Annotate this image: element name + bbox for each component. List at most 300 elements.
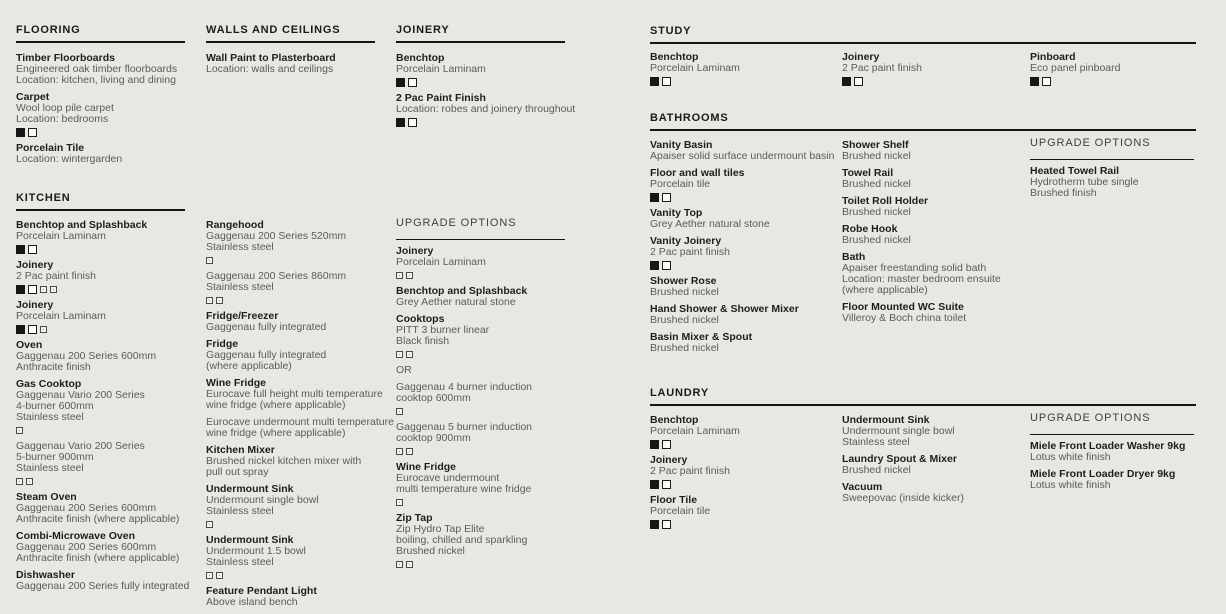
item-description-line: wine fridge (where applicable) (206, 399, 346, 411)
section-column-bathrooms-upgrade-options-1 (1030, 166, 1194, 205)
item-title: Floor Mounted WC Suite (842, 301, 964, 313)
item-title: Joinery (16, 299, 54, 311)
item-title: Joinery (396, 245, 434, 257)
section-column-study-1 (650, 52, 836, 92)
swatch-filled-icon (842, 77, 851, 86)
item-description-line: OR (396, 364, 412, 376)
swatch-filled-icon (16, 128, 25, 137)
item-description-line: Stainless steel (206, 241, 274, 253)
section-underline (396, 239, 565, 240)
swatch-small-icon (206, 257, 213, 264)
item-description-line: Porcelain Laminam (396, 256, 486, 268)
swatch-empty-icon (28, 325, 37, 334)
item-title: Joinery (16, 259, 54, 271)
swatch-row (396, 406, 568, 416)
item-title: 2 Pac Paint Finish (396, 92, 486, 104)
spec-item (206, 378, 390, 411)
item-description-line: Wool loop pile carpet (16, 102, 114, 114)
item-description-line: Location: bedrooms (16, 113, 109, 125)
item-description-line: cooktop 900mm (396, 432, 471, 444)
spec-item (206, 220, 390, 265)
item-description-line: Brushed nickel (842, 234, 911, 246)
spec-item (206, 484, 390, 529)
spec-item (650, 208, 836, 230)
swatch-row (16, 425, 196, 435)
section-title: FLOORING (16, 24, 81, 36)
item-description-line: Brushed nickel (842, 150, 911, 162)
spec-item (650, 304, 836, 326)
swatch-small-icon (16, 427, 23, 434)
item-description-line: Grey Aether natural stone (650, 218, 770, 230)
item-title: Bath (842, 251, 866, 263)
item-title: Gas Cooktop (16, 378, 82, 390)
swatch-empty-icon (662, 520, 671, 529)
spec-item (16, 300, 196, 334)
swatch-filled-icon (650, 261, 659, 270)
swatch-empty-icon (28, 128, 37, 137)
item-description-line: Lotus white finish (1030, 479, 1111, 491)
spec-item (206, 445, 390, 478)
swatch-empty-icon (854, 77, 863, 86)
swatch-empty-icon (1042, 77, 1051, 86)
section-header-bathrooms (650, 112, 1196, 131)
swatch-row (396, 559, 568, 569)
item-description-line: Stainless steel (206, 556, 274, 568)
swatch-row (650, 479, 836, 489)
item-description-line: 2 Pac paint finish (650, 465, 730, 477)
spec-item (396, 92, 576, 127)
swatch-small-icon (50, 286, 57, 293)
swatch-filled-icon (650, 520, 659, 529)
item-title: Wine Fridge (396, 461, 456, 473)
item-title: Vacuum (842, 481, 883, 493)
item-title: Combi-Microwave Oven (16, 530, 136, 542)
item-description-line: Lotus white finish (1030, 451, 1111, 463)
swatch-small-icon (406, 448, 413, 455)
swatch-row (650, 519, 836, 529)
item-description-line: Brushed nickel kitchen mixer with (206, 455, 362, 467)
section-header-kitchen-upgrade-options (396, 217, 565, 240)
spec-item (16, 492, 196, 525)
item-description-line: Location: master bedroom ensuite (842, 273, 1001, 285)
swatch-small-icon (40, 286, 47, 293)
item-description-line: Location: wintergarden (16, 153, 123, 165)
item-title: Undermount Sink (842, 414, 930, 426)
item-description-line: pull out spray (206, 466, 269, 478)
item-title: Hand Shower & Shower Mixer (650, 303, 799, 315)
item-description-line: Undermount single bowl (206, 494, 319, 506)
spec-item (206, 535, 390, 580)
spec-item (842, 252, 1028, 296)
section-header-laundry-upgrade-options (1030, 412, 1194, 435)
item-title: Wine Fridge (206, 377, 266, 389)
section-column-walls-and-ceilings-1 (206, 53, 390, 81)
spec-item (16, 340, 196, 373)
swatch-filled-icon (650, 440, 659, 449)
section-title: WALLS AND CEILINGS (206, 24, 341, 36)
item-description-line: Brushed nickel (650, 342, 719, 354)
item-description-line: Gaggenau fully integrated (206, 321, 327, 333)
item-description-line: Gaggenau 200 Series 600mm (16, 502, 157, 514)
item-title: Wall Paint to Plasterboard (206, 52, 336, 64)
item-description-line: Brushed nickel (650, 314, 719, 326)
item-description-line: Black finish (396, 335, 450, 347)
item-title: Toilet Roll Holder (842, 195, 929, 207)
spec-item (396, 513, 568, 569)
spec-item (16, 441, 196, 486)
item-description-line: Porcelain Laminam (16, 230, 106, 242)
item-description-line: (where applicable) (842, 284, 928, 296)
spec-item (842, 224, 1028, 246)
item-title: Vanity Joinery (650, 235, 722, 247)
swatch-small-icon (396, 561, 403, 568)
swatch-small-icon (26, 478, 33, 485)
item-description-line: Stainless steel (842, 436, 910, 448)
spec-item (206, 271, 390, 305)
item-title: Zip Tap (396, 512, 433, 524)
item-description-line: Location: kitchen, living and dining (16, 74, 176, 86)
section-underline (206, 41, 375, 43)
swatch-small-icon (396, 499, 403, 506)
item-description-line: 5-burner 900mm (16, 451, 94, 463)
item-description-line: 2 Pac paint finish (16, 270, 96, 282)
section-column-laundry-upgrade-options-1 (1030, 441, 1194, 497)
spec-item (650, 495, 836, 529)
section-title: STUDY (650, 25, 692, 37)
swatch-row (396, 117, 568, 127)
section-title: UPGRADE OPTIONS (396, 217, 517, 229)
item-description-line: Brushed nickel (650, 286, 719, 298)
item-description-line: Brushed nickel (842, 178, 911, 190)
spec-item (16, 379, 196, 435)
item-title: Timber Floorboards (16, 52, 115, 64)
swatch-small-icon (40, 326, 47, 333)
swatch-empty-icon (662, 77, 671, 86)
item-title: Carpet (16, 91, 50, 103)
spec-item (16, 531, 196, 564)
item-description-line: boiling, chilled and sparkling (396, 534, 528, 546)
item-title: Laundry Spout & Mixer (842, 453, 957, 465)
swatch-small-icon (406, 561, 413, 568)
swatch-small-icon (206, 521, 213, 528)
swatch-small-icon (206, 572, 213, 579)
swatch-filled-icon (16, 325, 25, 334)
item-description-line: Above island bench (206, 596, 298, 608)
section-column-laundry-1 (650, 415, 836, 535)
swatch-row (16, 244, 196, 254)
section-column-bathrooms-2 (842, 140, 1028, 330)
item-description-line: Stainless steel (206, 281, 274, 293)
swatch-filled-icon (650, 193, 659, 202)
item-description-line: Location: robes and joinery throughout (396, 103, 576, 115)
item-description-line: Porcelain tile (650, 178, 711, 190)
item-description-line: Gaggenau fully integrated (206, 349, 327, 361)
swatch-filled-icon (16, 245, 25, 254)
section-column-study-3 (1030, 52, 1194, 92)
section-column-kitchen-1 (16, 220, 196, 598)
swatch-small-icon (396, 272, 403, 279)
spec-item (396, 53, 568, 87)
spec-item (842, 168, 1028, 190)
item-description-line: Villeroy & Boch china toilet (842, 312, 967, 324)
spec-item (1030, 469, 1194, 491)
item-title: Miele Front Loader Dryer 9kg (1030, 468, 1176, 480)
item-title: Rangehood (206, 219, 264, 231)
section-column-kitchen-2 (206, 219, 394, 614)
swatch-row (396, 349, 568, 359)
swatch-empty-icon (662, 193, 671, 202)
section-underline (16, 209, 185, 211)
spec-item (16, 143, 196, 165)
item-description-line: Stainless steel (16, 411, 84, 423)
swatch-small-icon (216, 297, 223, 304)
item-description-line: Eurocave undermount (396, 472, 500, 484)
spec-item (16, 570, 196, 592)
spec-item (396, 286, 568, 308)
swatch-row (16, 284, 196, 294)
section-header-laundry (650, 387, 1196, 406)
item-title: Cooktops (396, 313, 445, 325)
swatch-row (842, 76, 1028, 86)
item-title: Porcelain Tile (16, 142, 85, 154)
swatch-row (206, 570, 390, 580)
item-title: Floor and wall tiles (650, 167, 745, 179)
spec-item (16, 260, 196, 294)
item-title: Vanity Top (650, 207, 703, 219)
section-column-flooring-1 (16, 53, 196, 171)
spec-item (842, 482, 1028, 504)
item-title: Joinery (650, 454, 688, 466)
swatch-empty-icon (408, 118, 417, 127)
swatch-small-icon (396, 351, 403, 358)
section-header-bathrooms-upgrade-options (1030, 137, 1194, 160)
swatch-small-icon (216, 572, 223, 579)
section-title: UPGRADE OPTIONS (1030, 412, 1151, 424)
spec-item (842, 415, 1028, 448)
item-description-line: Undermount 1.5 bowl (206, 545, 306, 557)
item-description-line: 2 Pac paint finish (650, 246, 730, 258)
item-description-line: multi temperature wine fridge (396, 483, 532, 495)
section-column-bathrooms-1 (650, 140, 836, 360)
item-description-line: Gaggenau 5 burner induction (396, 421, 533, 433)
item-description-line: 2 Pac paint finish (842, 62, 922, 74)
swatch-filled-icon (650, 77, 659, 86)
swatch-row (206, 519, 390, 529)
item-description-line: Gaggenau Vario 200 Series (16, 440, 145, 452)
spec-item (650, 415, 836, 449)
swatch-empty-icon (662, 261, 671, 270)
item-title: Joinery (842, 51, 880, 63)
section-header-kitchen (16, 192, 185, 211)
section-underline (1030, 159, 1194, 160)
swatch-filled-icon (650, 480, 659, 489)
swatch-filled-icon (396, 118, 405, 127)
item-description-line: Eurocave undermount multi temperature (206, 416, 394, 428)
section-column-laundry-2 (842, 415, 1028, 510)
item-title: Benchtop and Splashback (396, 285, 528, 297)
swatch-row (206, 295, 390, 305)
spec-item (1030, 52, 1194, 86)
item-description-line: Anthracite finish (where applicable) (16, 552, 180, 564)
spec-item (842, 302, 1028, 324)
section-header-joinery (396, 24, 565, 43)
item-description-line: Anthracite finish (16, 361, 91, 373)
swatch-filled-icon (16, 285, 25, 294)
section-underline (1030, 434, 1194, 435)
swatch-small-icon (16, 478, 23, 485)
spec-item (206, 416, 394, 439)
item-title: Kitchen Mixer (206, 444, 275, 456)
item-title: Shower Rose (650, 275, 717, 287)
item-description-line: Gaggenau 200 Series 600mm (16, 541, 157, 553)
item-title: Benchtop (396, 52, 445, 64)
swatch-row (650, 260, 836, 270)
item-description-line: Stainless steel (16, 462, 84, 474)
item-description-line: Porcelain Laminam (650, 62, 740, 74)
swatch-empty-icon (28, 245, 37, 254)
spec-item (650, 52, 836, 86)
item-title: Basin Mixer & Spout (650, 331, 753, 343)
spec-item (396, 314, 568, 359)
item-title: Benchtop (650, 51, 699, 63)
spec-item (206, 311, 390, 333)
item-title: Shower Shelf (842, 139, 909, 151)
item-description-line: Porcelain tile (650, 505, 711, 517)
spec-item (650, 276, 836, 298)
spec-item (396, 382, 568, 416)
item-description-line: Brushed nickel (842, 206, 911, 218)
spec-item (206, 53, 390, 75)
swatch-small-icon (406, 272, 413, 279)
item-title: Benchtop and Splashback (16, 219, 148, 231)
item-description-line: Eco panel pinboard (1030, 62, 1121, 74)
swatch-row (650, 439, 836, 449)
spec-item (16, 220, 196, 254)
item-title: Fridge (206, 338, 239, 350)
item-title: Steam Oven (16, 491, 77, 503)
item-description-line: Zip Hydro Tap Elite (396, 523, 485, 535)
swatch-row (650, 192, 836, 202)
section-title: JOINERY (396, 24, 450, 36)
item-title: Fridge/Freezer (206, 310, 279, 322)
swatch-row (206, 255, 390, 265)
spec-item (1030, 166, 1194, 199)
item-title: Heated Towel Rail (1030, 165, 1120, 177)
swatch-filled-icon (396, 78, 405, 87)
item-description-line: Apaiser freestanding solid bath (842, 262, 987, 274)
swatch-empty-icon (662, 480, 671, 489)
spec-item (16, 92, 196, 137)
item-title: Undermount Sink (206, 534, 294, 546)
item-description-line: Eurocave full height multi temperature (206, 388, 383, 400)
item-description-line: Porcelain Laminam (650, 425, 740, 437)
item-title: Towel Rail (842, 167, 894, 179)
swatch-small-icon (406, 351, 413, 358)
swatch-small-icon (396, 408, 403, 415)
item-description-line: (where applicable) (206, 360, 292, 372)
section-header-study (650, 25, 1196, 44)
spec-item (16, 53, 196, 86)
swatch-row (1030, 76, 1194, 86)
section-underline (650, 404, 1196, 406)
spec-item (842, 140, 1028, 162)
spec-item (396, 462, 568, 507)
item-description-line: Brushed nickel (842, 464, 911, 476)
spec-item (396, 246, 568, 280)
swatch-row (396, 446, 568, 456)
section-title: BATHROOMS (650, 112, 729, 124)
swatch-empty-icon (28, 285, 37, 294)
item-title: Miele Front Loader Washer 9kg (1030, 440, 1186, 452)
item-description-line: Gaggenau Vario 200 Series (16, 389, 145, 401)
swatch-row (396, 77, 568, 87)
section-header-walls-and-ceilings (206, 24, 375, 43)
item-description-line: Brushed nickel (396, 545, 465, 557)
spec-item (396, 365, 568, 376)
item-description-line: PITT 3 burner linear (396, 324, 490, 336)
item-description-line: Gaggenau 200 Series 860mm (206, 270, 347, 282)
section-underline (396, 41, 565, 43)
section-title: UPGRADE OPTIONS (1030, 137, 1151, 149)
item-title: Feature Pendant Light (206, 585, 317, 597)
swatch-empty-icon (662, 440, 671, 449)
item-title: Oven (16, 339, 43, 351)
swatch-small-icon (206, 297, 213, 304)
item-description-line: Apaiser solid surface undermount basin (650, 150, 835, 162)
section-column-joinery-1 (396, 52, 576, 133)
item-description-line: Porcelain Laminam (16, 310, 106, 322)
item-title: Robe Hook (842, 223, 898, 235)
spec-item (650, 140, 836, 162)
swatch-row (396, 497, 568, 507)
item-description-line: Gaggenau 4 burner induction (396, 381, 533, 393)
section-column-kitchen-upgrade-options-1 (396, 246, 568, 575)
item-description-line: Grey Aether natural stone (396, 296, 516, 308)
item-description-line: Brushed finish (1030, 187, 1097, 199)
item-description-line: Stainless steel (206, 505, 274, 517)
spec-item (842, 52, 1028, 86)
item-description-line: wine fridge (where applicable) (206, 427, 346, 439)
section-title: KITCHEN (16, 192, 71, 204)
section-underline (16, 41, 185, 43)
item-description-line: Gaggenau 200 Series 600mm (16, 350, 157, 362)
swatch-filled-icon (1030, 77, 1039, 86)
spec-item (650, 455, 836, 489)
section-column-study-2 (842, 52, 1028, 92)
swatch-empty-icon (408, 78, 417, 87)
item-description-line: Hydrotherm tube single (1030, 176, 1139, 188)
spec-item (650, 236, 836, 270)
item-title: Floor Tile (650, 494, 698, 506)
item-title: Pinboard (1030, 51, 1076, 63)
item-description-line: Porcelain Laminam (396, 63, 486, 75)
swatch-row (16, 324, 196, 334)
item-description-line: Gaggenau 200 Series 520mm (206, 230, 347, 242)
item-description-line: 4-burner 600mm (16, 400, 94, 412)
spec-item (206, 586, 390, 608)
spec-item (842, 196, 1028, 218)
spec-item (650, 168, 836, 202)
item-description-line: Undermount single bowl (842, 425, 955, 437)
item-description-line: cooktop 600mm (396, 392, 471, 404)
spec-item (650, 332, 836, 354)
spec-item (206, 339, 390, 372)
item-description-line: Engineered oak timber floorboards (16, 63, 178, 75)
swatch-row (396, 270, 568, 280)
item-description-line: Location: walls and ceilings (206, 63, 334, 75)
item-title: Vanity Basin (650, 139, 713, 151)
section-title: LAUNDRY (650, 387, 709, 399)
